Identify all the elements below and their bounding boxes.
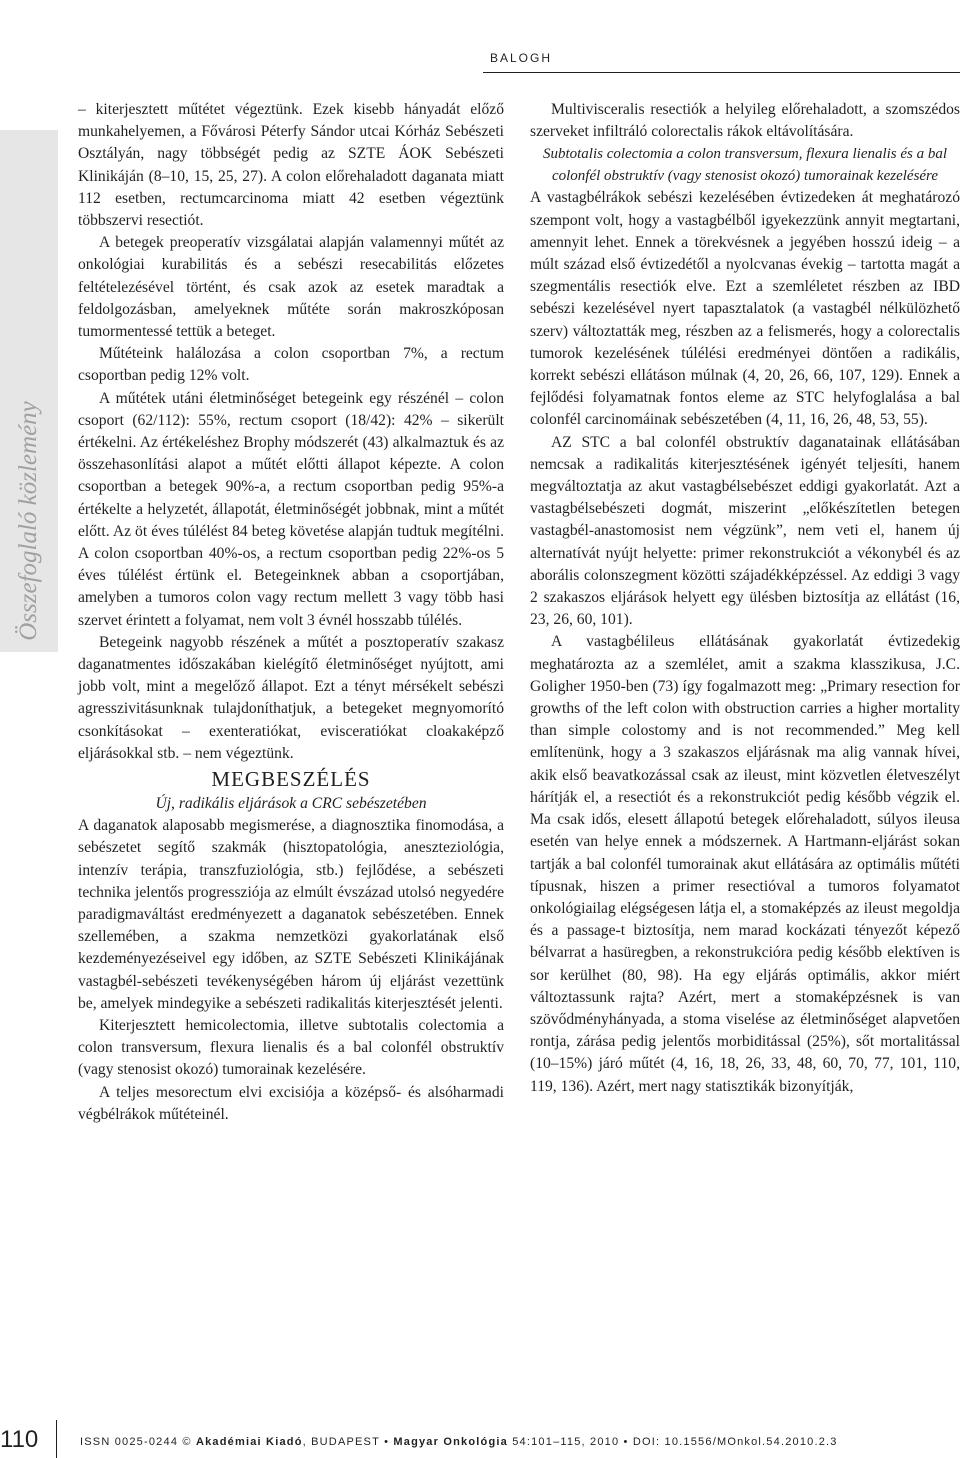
paragraph: AZ STC a bal colonfél obstruktív daganatainak ellátásában nemcsak a radikalitás kiterjesztésének igényét teljesíti, hanem megváltoztatja az akut vastagbélsebészet eddigi gyakorlatát. Azt a vastagbélsebészeti dogmát, miszerint „előkészítetlen betegen vastagbél-anastomosist nem végzünk”, nem veti el, hanem új alternatívát nyújt helyette: primer rekonstrukciót a vékonybél és az aborális colonszegment közötti szájadékképzéssel. Az eddigi 3 vagy 2 szakaszos eljárások helyett egy ülésben biztosítja az ellátást (16, 23, 26, 60, 101). [530,433,960,629]
running-head: BALOGH [490,51,553,65]
section-subheading: Subtotalis colectomia a colon transversum, flexura lienalis és a bal colonfél obstruktív (vagy stenosist okozó) tumorainak kezelésére [542,146,948,185]
paragraph: A daganatok alaposabb megismerése, a diagnosztika finomodása, a sebészetet segítő szakmák (hisztopatológia, aneszteziológia, intenzív terápia, transzfuziológia, stb.) fejlődése, a sebészeti technika jelentős progressziója az elmúlt évszázad utolsó negyedére paradigmaváltást eredményezett a daganatok sebészetében. Ennek szellemében, a szakma nemzetközi gyakorlatának első kezdeményezéseivel egy időben, az SZTE Sebészeti Klinikájának vastagbél-sebészeti tevékenységében három új eljárást vezettünk be, amelyek mindegyike a sebészeti radikalitás kiterjesztését jelenti. [78,817,504,1012]
footer-citation [80,1436,838,1448]
paragraph: A vastagbélileus ellátásának gyakorlatát évtizedekig meghatározta az a szemlélet, amit a szakma klasszikusa, J.C. Goligher 1950-ben (73) így fogalmazott meg: „Primary resection for growths of the left colon with obstruction carries a higher mortality than simple colostomy and is not recommended.” Meg kell említenünk, hogy a 3 szakaszos eljárásnak ma alig vannak hívei, akik első beavatkozással csak az ileust, mint közvetlen életveszélyt hárítják el, a resectiót és a rekonstrukciót pedig később végzik el. Ma csak idős, elesett állapotú betegek előrehaladott, súlyos ileusa esetén van helye ennek a módszernek. A Hartmann-eljárást sokan tartják a bal colonfél tumorainak akut ellátására az optimális műtéti típusnak, hiszen a primer resectióval a tumoros folyamatot onkológiailag elégségesen látja el, a stomaképzés az ileust megoldja és a passage-t biztosítja, nem marad kockázati tényezőt képező bélvarrat a hasüregben, a rekonstrukcióra pedig később elektíven is sor kerülhet (80, 98). Ha egy eljárás optimális, akkor miért változtassunk rajta? Azért, mert a stomaképzésnek is van szövődményhányada, a stoma viselése az életminőséget alapvetően rontja, zárása pedig jelentős morbiditással (25%), sőt mortalitással (10–15%) járó műtét (4, 16, 18, 26, 33, 48, 60, 70, 77, 101, 110, 119, 136). Azért, mert nagy statisztikák bizonyítják, [530,633,960,1095]
footer-journal: Magyar Onkológia [393,1436,508,1448]
paragraph: A vastagbélrákok sebészi kezelésében évtizedeken át meghatározó szempont volt, hogy a vastagbélből igyekezzünk annyit megtartani, amennyit lehet. Ennek a törekvésnek a jegyében hosszú ideig – a múlt század első évtizedétől a nyolcvanas évekig – tartotta magát a szegmentális resectiók elve. Ezt a szemléletet részben az IBD sebészi kezelésével nyert tapasztalatok (a vastagbél nélkülözhető szerv) változtatták meg, részben az a felismerés, hogy a colorectalis tumorok kezelésének túlélési eredményei döntően a radikális, korrekt sebészi ellátáson múlnak (4, 20, 26, 66, 107, 129). Ennek a fejlődési folyamatnak fontos eleme az STC helyfoglalása a bal colonfél carcinomáinak sebészetében (4, 11, 16, 26, 48, 53, 55). [530,189,960,429]
page-number: 110 [0,1426,39,1453]
footer-issn: ISSN 0025-0244 © [80,1436,192,1448]
paragraph: Kiterjesztett hemicolectomia, illetve subtotalis colectomia a colon transversum, flexura lienalis és a bal colonfél obstruktív (vagy stenosist okozó) tumorainak kezelésére. [78,1016,504,1079]
header-rule [483,72,960,73]
footer-volume-doi: 54:101–115, 2010 • DOI: 10.1556/MOnkol.54.2010.2.3 [512,1436,838,1448]
paragraph: A teljes mesorectum elvi excisiója a középső- és alsóharmadi végbélrákok műtéteinél. [78,1083,504,1123]
paragraph: Multivisceralis resectiók a helyileg előrehaladott, a szomszédos szerveket infiltráló colorectalis rákok eltávolítására. [530,101,960,141]
section-subheading: Új, radikális eljárások a CRC sebészetében [155,795,427,813]
left-column [78,99,504,1126]
footer-publisher: Akadémiai Kiadó [195,1436,303,1448]
footer-city: , BUDAPEST • [302,1436,390,1448]
paragraph: – kiterjesztett műtétet végeztünk. Ezek kisebb hányadát előző munkahelyemen, a Fővárosi Péterfy Sándor utcai Kórház Sebészeti Osztályán, nagy többségét pedig az SZTE ÁOK Sebészeti Klinikáján (8–10, 15, 25, 27). A colon előrehaladott daganata miatt 112 esetben, rectumcarcinoma miatt 42 esetben végeztünk többszervi resectiót. [78,101,504,230]
paragraph: Műtéteink halálozása a colon csoportban 7%, a rectum csoportban pedig 12% volt. [78,345,504,385]
paragraph: Betegeink nagyobb részének a műtét a posztoperatív szakasz daganatmentes időszakában kielégítő életminőséget nyújtott, ami jobb volt, mint a megelőző állapot. Ezt a tényt mérsékelt sebészi agresszivitásunknak tulajdoníthatjuk, a betegeket megnyomorító csonkításokat – exenteratiókat, evisceratiókat cloakaképző eljárásokkal stb. – nem végeztünk. [78,633,504,762]
right-column [530,99,960,1098]
page-footer [0,1420,960,1458]
section-heading: MEGBESZÉLÉS [211,767,371,792]
side-tab [0,130,58,652]
paragraph: A betegek preoperatív vizsgálatai alapján valamennyi műtét az onkológiai kurabilitás és a sebészi resecabilitás előzetes feltételezésével történt, és csak azok az esetek maradtak a feldolgozásban, amelyeknek műtéte során makroszkóposan tumormentessé tettük a beteget. [78,234,504,341]
side-tab-label: Összefoglaló közlemény [15,401,42,641]
footer-divider [56,1420,57,1458]
paragraph: A műtétek utáni életminőséget betegeink egy részénél – colon csoport (62/112): 55%, rectum csoport (18/42): 42% – sikerült értékelni. Az értékeléshez Brophy módszerét (43) alkalmaztuk és az összehasonlítási alapot a műtét előtti állapot képezte. A colon csoportban a betegek 90%-a, a rectum csoportban pedig 95%-a értékelte a helyzetét, állapotát, életminőségét jobbnak, mint a műtét előtt. Az öt éves túlélést 84 beteg követése alapján tudtuk megítélni. A colon csoportban 40%-os, a rectum csoportban pedig 22%-os 5 éves túlélést értünk el. Betegeinknek abban a csoportjában, amelyben a tumoros colon vagy rectum mellett 3 vagy több hasi szervet érintett a folyamat, nem volt 3 évnél hosszabb túlélés. [78,389,504,629]
